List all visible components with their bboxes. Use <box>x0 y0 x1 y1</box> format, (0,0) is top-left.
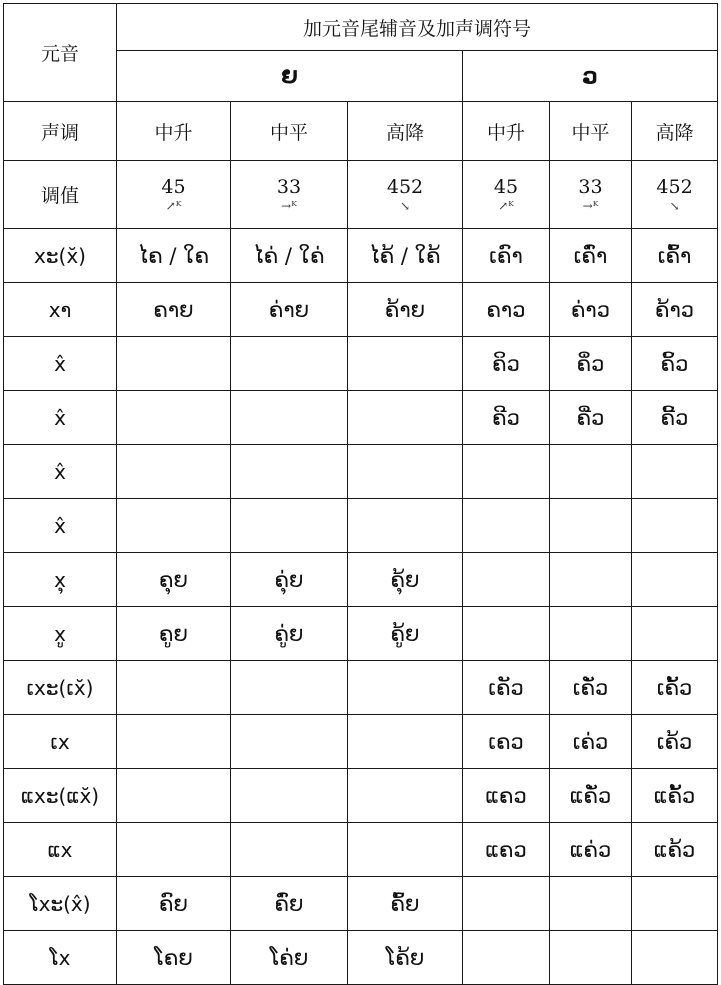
tone-value-cell <box>550 161 632 229</box>
tone-name-cell: 中升 <box>463 102 550 161</box>
syllable-cell: ໄຄ້ / ໃຄ້ <box>348 229 463 283</box>
syllable-cell <box>463 499 550 553</box>
tone-table <box>3 3 718 985</box>
syllable-cell <box>632 931 718 985</box>
final-consonant-header: ວ <box>463 51 718 102</box>
syllable-cell: ຄົ່ຍ <box>231 877 348 931</box>
tone-value-cell <box>632 161 718 229</box>
syllable-cell <box>231 391 348 445</box>
tone-value-number: 452 <box>656 175 693 198</box>
syllable-cell: ຄີວ <box>463 391 550 445</box>
tone-name-cell: 中平 <box>550 102 632 161</box>
tone-value-cell <box>231 161 348 229</box>
syllable-cell <box>550 607 632 661</box>
syllable-cell <box>117 715 231 769</box>
syllable-cell: ແຄັ່ວ <box>550 769 632 823</box>
table-row <box>4 229 718 283</box>
syllable-cell <box>348 769 463 823</box>
syllable-cell: ຄົຍ <box>117 877 231 931</box>
syllable-cell <box>348 499 463 553</box>
syllable-cell: ແຄ້ວ <box>632 823 718 877</box>
syllable-cell <box>348 445 463 499</box>
syllable-cell <box>550 499 632 553</box>
syllable-cell: ເຄັ້ວ <box>632 661 718 715</box>
vowel-cell: ແx <box>4 823 117 877</box>
syllable-cell <box>632 607 718 661</box>
tone-value-number: 33 <box>578 175 603 198</box>
table-row <box>4 553 718 607</box>
table-row <box>4 769 718 823</box>
table-body <box>4 4 718 985</box>
tone-contour-icon: ↗ᴷ <box>498 198 514 213</box>
syllable-cell <box>550 877 632 931</box>
syllable-cell <box>117 337 231 391</box>
syllable-cell: ຄູ້ຍ <box>348 607 463 661</box>
syllable-cell: ຄຸຍ <box>117 553 231 607</box>
tone-contour-icon: →ᴷ <box>582 198 599 213</box>
syllable-cell: ແຄັ້ວ <box>632 769 718 823</box>
syllable-cell <box>463 877 550 931</box>
syllable-cell <box>550 553 632 607</box>
syllable-cell <box>231 769 348 823</box>
syllable-cell: ເຄົ້າ <box>632 229 718 283</box>
syllable-cell <box>348 823 463 877</box>
vowel-cell: xູ <box>4 607 117 661</box>
syllable-cell <box>231 823 348 877</box>
syllable-cell <box>231 499 348 553</box>
tone-contour-icon: →ᴷ <box>281 198 297 213</box>
syllable-cell: ຄູ່ຍ <box>231 607 348 661</box>
tone-value-number: 45 <box>161 175 186 198</box>
vowel-column-header: 元音 <box>4 4 117 102</box>
tone-value-cell <box>117 161 231 229</box>
syllable-cell: ຄ່າຍ <box>231 283 348 337</box>
table-row <box>4 715 718 769</box>
syllable-cell <box>117 823 231 877</box>
vowel-cell: x̂ <box>4 445 117 499</box>
syllable-cell <box>348 391 463 445</box>
syllable-cell <box>550 445 632 499</box>
syllable-cell: ແຄ່ວ <box>550 823 632 877</box>
table-row <box>4 283 718 337</box>
syllable-cell <box>348 661 463 715</box>
row-label: 调值 <box>4 161 117 229</box>
syllable-cell: ແຄວ <box>463 823 550 877</box>
syllable-cell <box>632 877 718 931</box>
syllable-cell: ຄ້າຍ <box>348 283 463 337</box>
header-row-1 <box>4 4 718 51</box>
syllable-cell <box>348 715 463 769</box>
syllable-cell: ຄ່າວ <box>550 283 632 337</box>
syllable-cell: ເຄັວ <box>463 661 550 715</box>
vowel-cell: ໂxະ(x̂) <box>4 877 117 931</box>
vowel-cell: x̂ <box>4 499 117 553</box>
syllable-cell: ເຄວ <box>463 715 550 769</box>
table-row <box>4 661 718 715</box>
syllable-cell <box>117 499 231 553</box>
syllable-cell: ເຄັ່ວ <box>550 661 632 715</box>
syllable-cell: ຄາວ <box>463 283 550 337</box>
syllable-cell: ຄິ່ວ <box>550 337 632 391</box>
syllable-cell: ເຄົ່າ <box>550 229 632 283</box>
syllable-cell: ຄິວ <box>463 337 550 391</box>
syllable-cell: ໄຄ່ / ໃຄ່ <box>231 229 348 283</box>
vowel-cell: ເx <box>4 715 117 769</box>
table-row <box>4 499 718 553</box>
syllable-cell: ຄິ້ວ <box>632 337 718 391</box>
table-row <box>4 607 718 661</box>
syllable-cell: ໄຄ / ໃຄ <box>117 229 231 283</box>
vowel-cell: ເxະ(ເx̆) <box>4 661 117 715</box>
tone-row <box>4 102 718 161</box>
syllable-cell <box>463 553 550 607</box>
tone-value-cell <box>463 161 550 229</box>
vowel-cell: xະ(x̆) <box>4 229 117 283</box>
syllable-cell: ຄຸ່ຍ <box>231 553 348 607</box>
tone-name-cell: 中升 <box>117 102 231 161</box>
table-row <box>4 337 718 391</box>
syllable-cell: ເຄົາ <box>463 229 550 283</box>
syllable-cell <box>463 607 550 661</box>
syllable-cell <box>463 445 550 499</box>
tone-contour-icon: ↗ᴷ <box>165 198 182 213</box>
table-row <box>4 823 718 877</box>
syllable-cell: ຄົ້ຍ <box>348 877 463 931</box>
syllable-cell <box>632 445 718 499</box>
syllable-cell: ໂຄ່ຍ <box>231 931 348 985</box>
syllable-cell: ໂຄຍ <box>117 931 231 985</box>
syllable-cell <box>231 337 348 391</box>
tone-value-number: 33 <box>276 175 302 198</box>
vowel-cell: xາ <box>4 283 117 337</box>
table-row <box>4 931 718 985</box>
syllable-cell: ເຄ້ວ <box>632 715 718 769</box>
tone-value-row <box>4 161 718 229</box>
table-row <box>4 445 718 499</box>
syllable-cell: ຄ້າວ <box>632 283 718 337</box>
syllable-cell: ຄຸ້ຍ <box>348 553 463 607</box>
syllable-cell <box>117 661 231 715</box>
tone-contour-icon: ↘ <box>669 198 680 213</box>
syllable-cell <box>117 391 231 445</box>
vowel-cell: x̂ <box>4 391 117 445</box>
tone-name-cell: 中平 <box>231 102 348 161</box>
row-label: 声调 <box>4 102 117 161</box>
syllable-cell <box>550 931 632 985</box>
vowel-cell: ແxະ(ແx̆) <box>4 769 117 823</box>
syllable-cell <box>231 445 348 499</box>
table-row <box>4 877 718 931</box>
syllable-cell: ຄີ່ວ <box>550 391 632 445</box>
final-consonant-header: ຍ <box>117 51 463 102</box>
syllable-cell <box>231 661 348 715</box>
syllable-cell: ຄູຍ <box>117 607 231 661</box>
syllable-cell: ແຄວ <box>463 769 550 823</box>
syllable-cell: ຄີ້ວ <box>632 391 718 445</box>
syllable-cell <box>117 769 231 823</box>
syllable-cell: ເຄ່ວ <box>550 715 632 769</box>
syllable-cell <box>632 553 718 607</box>
tone-name-cell: 高降 <box>632 102 718 161</box>
vowel-cell: xຸ <box>4 553 117 607</box>
syllable-cell <box>463 931 550 985</box>
syllable-cell <box>117 445 231 499</box>
syllable-cell: ໂຄ້ຍ <box>348 931 463 985</box>
group-title: 加元音尾辅音及加声调符号 <box>117 4 718 51</box>
table-row <box>4 391 718 445</box>
syllable-cell <box>348 337 463 391</box>
tone-name-cell: 高降 <box>348 102 463 161</box>
tone-contour-icon: ↘ <box>399 198 411 213</box>
syllable-cell <box>632 499 718 553</box>
tone-value-number: 452 <box>386 175 424 198</box>
vowel-cell: ໂx <box>4 931 117 985</box>
tone-value-cell <box>348 161 463 229</box>
tone-value-number: 45 <box>493 175 519 198</box>
syllable-cell <box>231 715 348 769</box>
vowel-cell: x̂ <box>4 337 117 391</box>
syllable-cell: ຄາຍ <box>117 283 231 337</box>
